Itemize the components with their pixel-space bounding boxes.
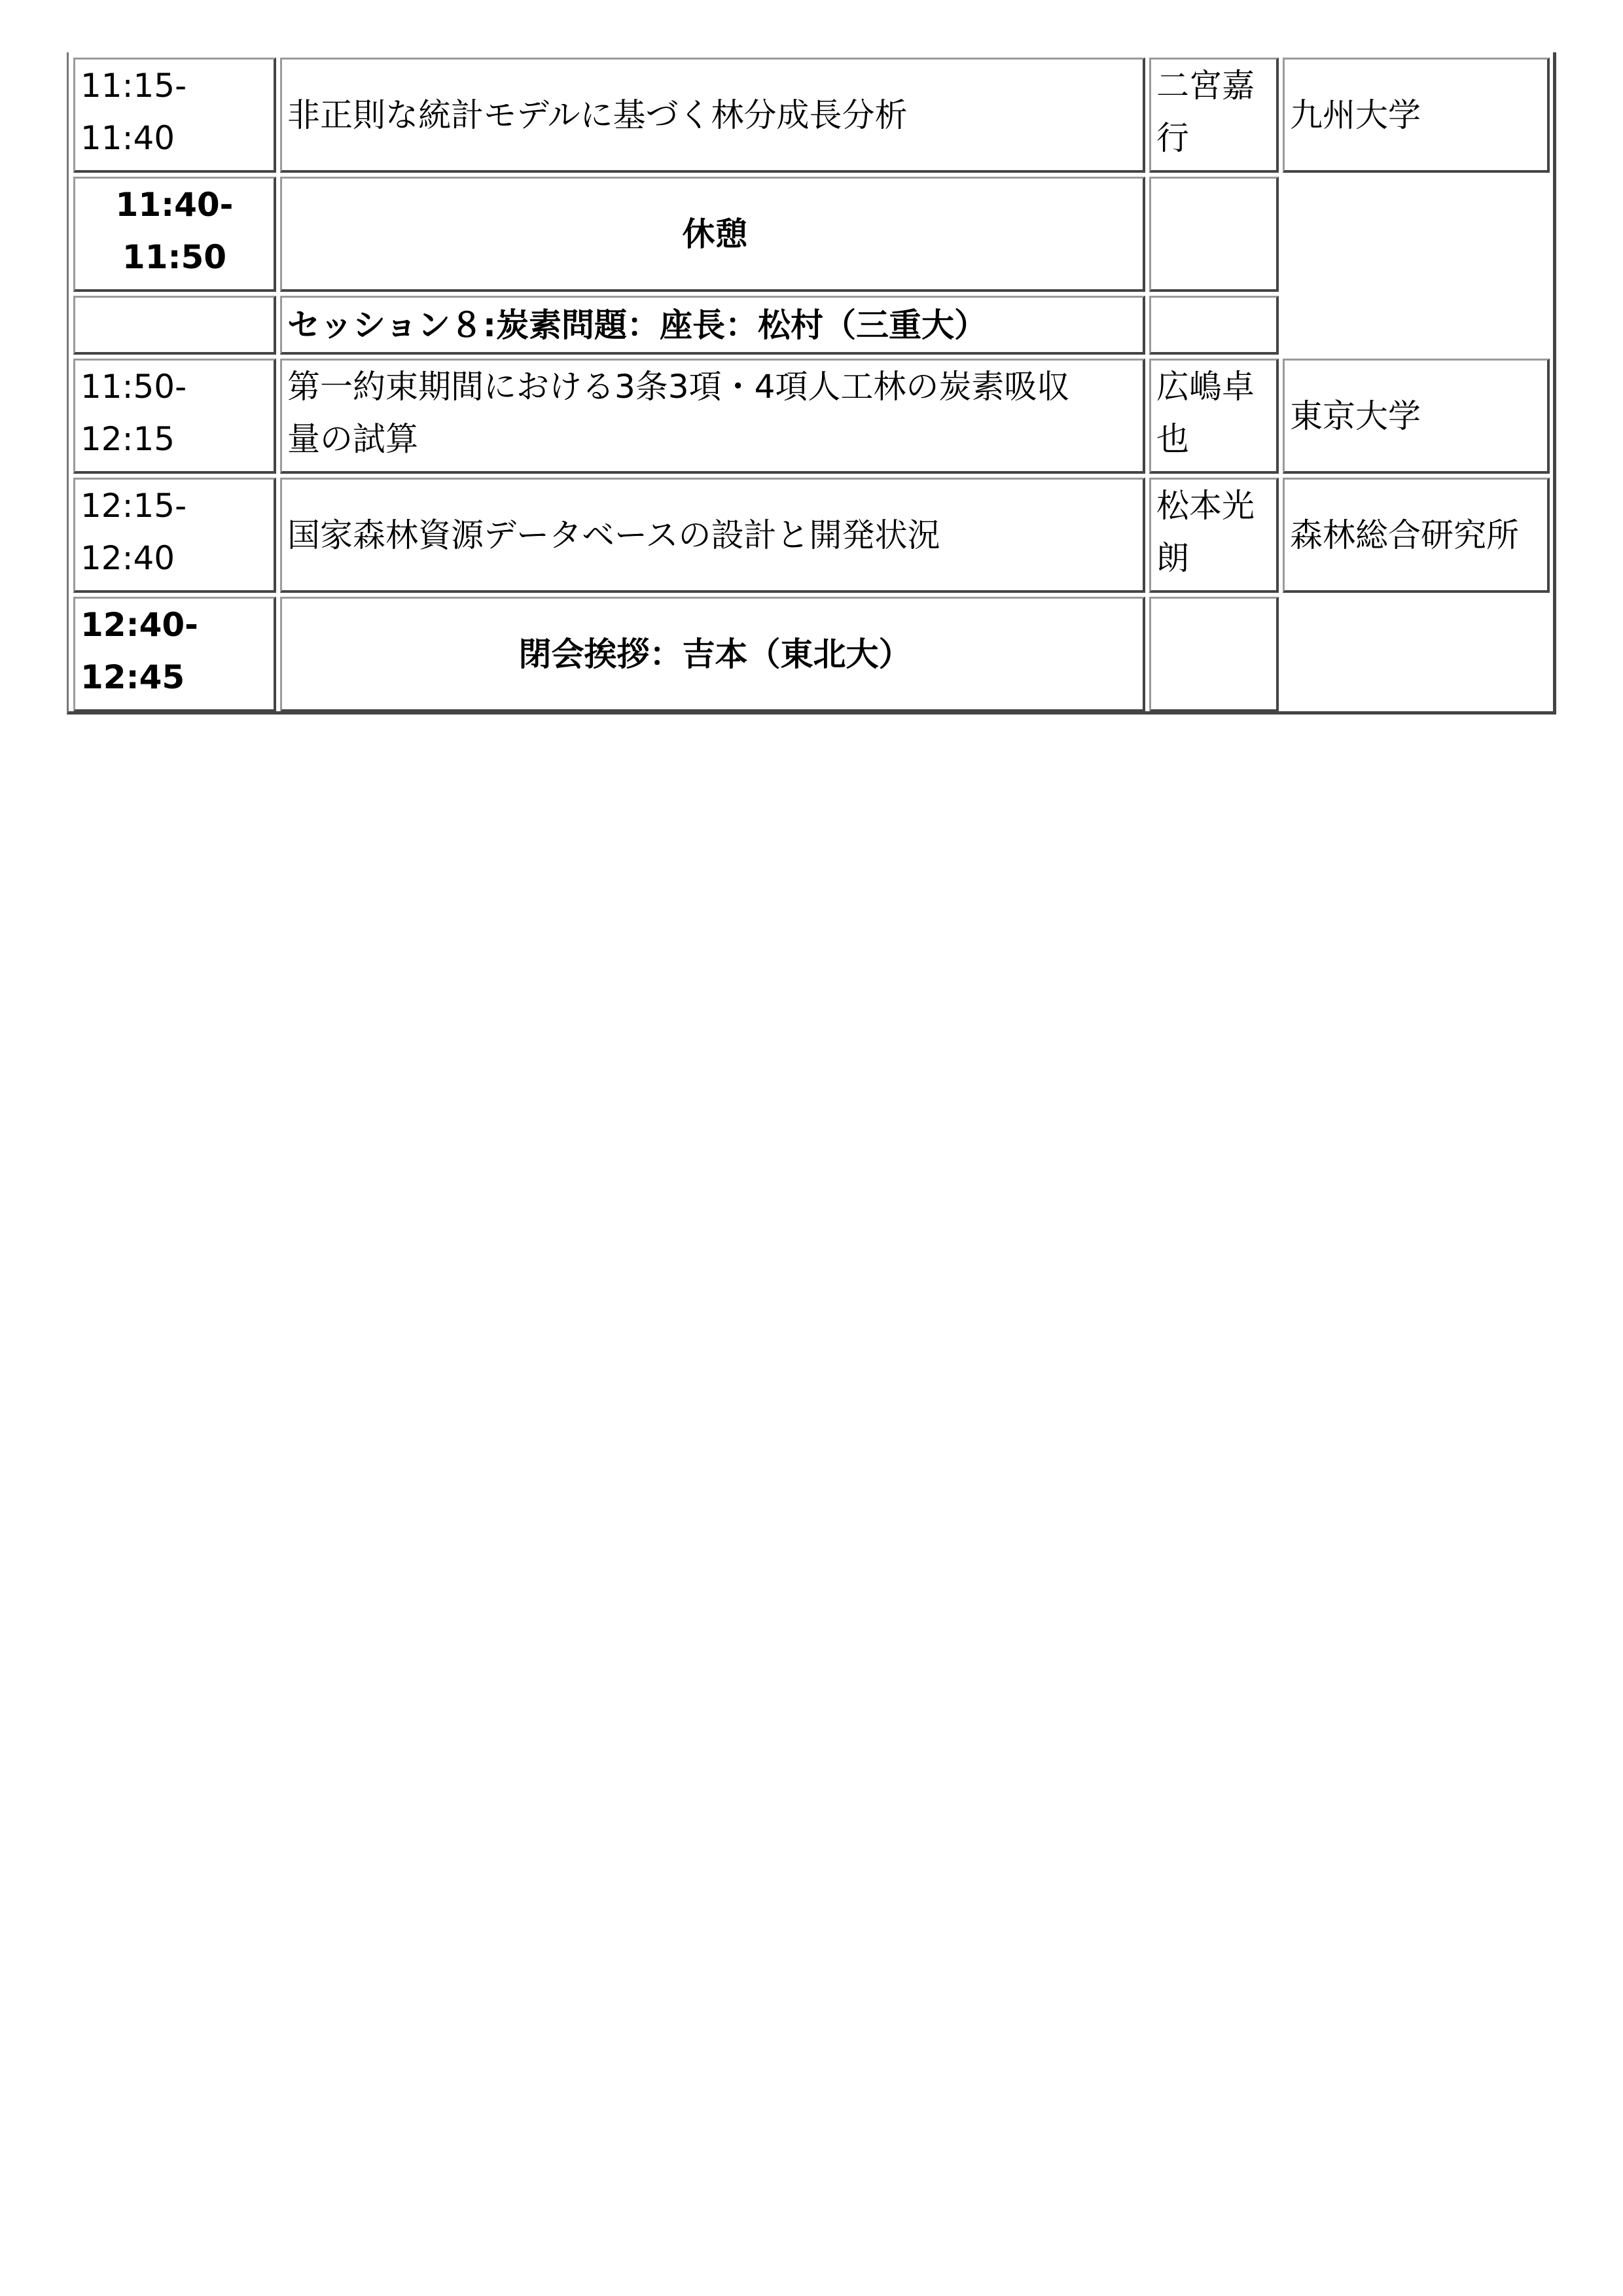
time-start: 12:15- xyxy=(80,487,187,525)
presenter-name-line1: 松本光 xyxy=(1156,487,1255,525)
time-start: 12:40- xyxy=(80,606,198,644)
session-title: セッション８:炭素問題：座長：松村（三重大） xyxy=(287,306,987,344)
time-cell xyxy=(73,359,276,474)
talk-title: 国家森林資源データベースの設計と開発状況 xyxy=(287,516,940,554)
time-end: 11:40 xyxy=(80,119,175,157)
time-start: 11:15- xyxy=(80,67,187,105)
time-start: 11:40- xyxy=(115,186,234,224)
presenter-cell xyxy=(1149,177,1279,292)
talk-title-line1: 第一約束期間における3条3項・4項人工林の炭素吸収 xyxy=(287,368,1070,406)
talk-title: 非正則な統計モデルに基づく林分成長分析 xyxy=(287,96,908,134)
time-cell xyxy=(73,478,276,593)
time-cell xyxy=(73,58,276,173)
time-cell xyxy=(73,597,276,712)
presenter-cell xyxy=(1149,359,1279,474)
presenter-name-line1: 二宮嘉 xyxy=(1156,67,1255,105)
presenter-cell xyxy=(1149,478,1279,593)
presenter-name-line2: 也 xyxy=(1156,420,1189,458)
time-end: 12:45 xyxy=(80,658,185,696)
presenter-cell xyxy=(1149,296,1279,355)
presenter-cell xyxy=(1149,597,1279,712)
presenter-name-line1: 広嶋卓 xyxy=(1156,368,1255,406)
title-cell xyxy=(280,597,1145,712)
time-end: 11:50 xyxy=(122,238,227,276)
affiliation: 東京大学 xyxy=(1290,397,1421,435)
time-end: 12:40 xyxy=(80,539,175,577)
affiliation-cell xyxy=(1283,58,1550,173)
closing-remarks: 閉会挨拶：吉本（東北大） xyxy=(518,635,912,673)
time-cell xyxy=(73,177,276,292)
presenter-cell xyxy=(1149,58,1279,173)
presenter-name-line2: 朗 xyxy=(1156,539,1189,577)
title-cell xyxy=(280,58,1145,173)
time-start: 11:50- xyxy=(80,368,187,406)
break-title: 休憩 xyxy=(682,215,748,253)
title-cell xyxy=(280,359,1145,474)
title-cell xyxy=(280,296,1145,355)
title-cell xyxy=(280,177,1145,292)
talk-title-line2: 量の試算 xyxy=(287,420,418,458)
title-cell xyxy=(280,478,1145,593)
affiliation: 九州大学 xyxy=(1290,96,1421,134)
affiliation-cell xyxy=(1283,478,1550,593)
time-cell xyxy=(73,296,276,355)
presenter-name-line2: 行 xyxy=(1156,119,1189,157)
time-end: 12:15 xyxy=(80,420,175,458)
affiliation: 森林総合研究所 xyxy=(1290,516,1519,554)
affiliation-cell xyxy=(1283,359,1550,474)
